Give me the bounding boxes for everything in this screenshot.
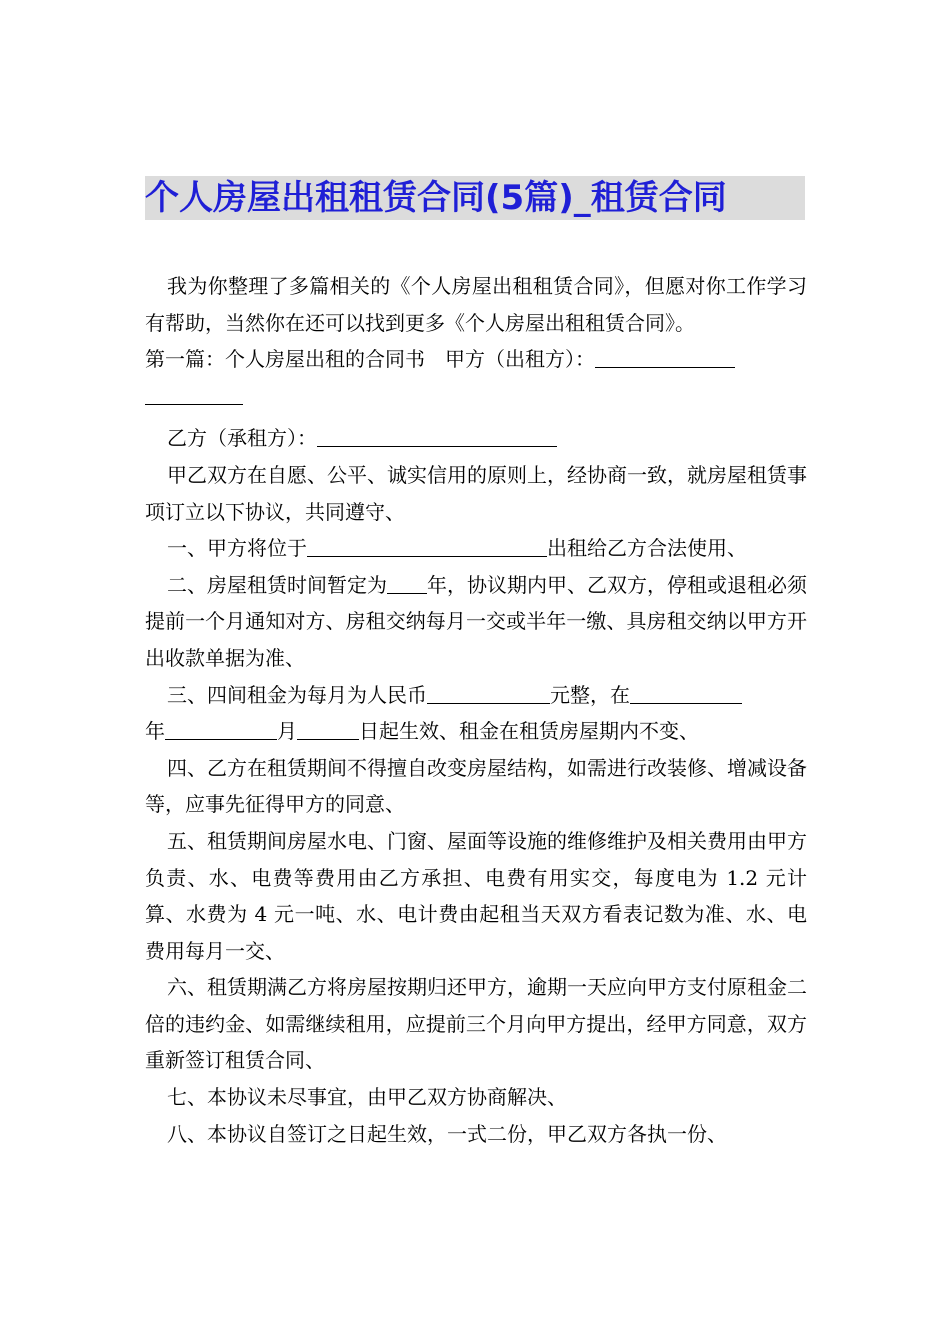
section1-heading: 第一篇：个人房屋出租的合同书 甲方（出租方）： xyxy=(145,347,595,372)
party-b-paragraph xyxy=(145,420,807,457)
clause-1-text-a: 一、甲方将位于 xyxy=(167,536,307,561)
clause-1 xyxy=(145,530,807,567)
party-b-label: 乙方（承租方）： xyxy=(167,426,317,451)
party-a-blank[interactable] xyxy=(595,347,735,368)
document-body xyxy=(145,268,807,1152)
party-a-blank-cont[interactable] xyxy=(145,384,243,405)
start-day-blank[interactable] xyxy=(297,719,359,740)
clause-2-text-a: 二、房屋租赁时间暂定为 xyxy=(167,572,387,597)
clause-4: 四、乙方在租赁期间不得擅自改变房屋结构，如需进行改装修、增减设备等，应事先征得甲方的同意、 xyxy=(145,755,807,817)
rent-amount-blank[interactable] xyxy=(427,683,550,704)
clause-5: 五、租赁期间房屋水电、门窗、屋面等设施的维修维护及相关费用由甲方负责、水、电费等费用由乙方承担、电费有用实交，每度电为 1.2 元计算、水费为 4 元一吨、水、电计费由起租当天双方看表记数为准、水、电费用每月一交、 xyxy=(145,828,807,963)
property-address-blank[interactable] xyxy=(307,536,547,557)
clause-8: 八、本协议自签订之日起生效，一式二份，甲乙双方各执一份、 xyxy=(167,1121,727,1146)
lease-term-blank[interactable] xyxy=(387,573,427,594)
clause-3-text-d: 月 xyxy=(277,719,297,744)
clause-3-text-a: 三、四间租金为每月为人民币 xyxy=(167,682,427,707)
start-month-blank[interactable] xyxy=(165,719,277,740)
clause-7: 七、本协议未尽事宜，由甲乙双方协商解决、 xyxy=(167,1085,567,1110)
start-year-blank[interactable] xyxy=(630,683,742,704)
clause-2-text-b: 年，协议期内甲、乙双方，停租或退租必须提前一个月通知对方、房租交纳每月一交或半年一缴、具房租交纳以甲方开出收款单据为准、 xyxy=(145,572,807,670)
clause-3-text-b: 元整，在 xyxy=(550,682,630,707)
clause-6: 六、租赁期满乙方将房屋按期归还甲方，逾期一天应向甲方支付原租金二倍的违约金、如需继续租用，应提前三个月向甲方提出，经甲方同意，双方重新签订租赁合同、 xyxy=(145,975,807,1073)
section1-heading-paragraph xyxy=(145,341,807,414)
clause-1-text-b: 出租给乙方合法使用、 xyxy=(547,536,747,561)
clause-3 xyxy=(145,677,807,750)
party-b-blank[interactable] xyxy=(317,426,557,447)
clause-3-text-e: 日起生效、租金在租赁房屋期内不变、 xyxy=(359,719,699,744)
preamble-paragraph: 甲乙双方在自愿、公平、诚实信用的原则上，经协商一致，就房屋租赁事项订立以下协议，共同遵守、 xyxy=(145,462,807,524)
clause-2 xyxy=(145,567,807,677)
intro-paragraph: 我为你整理了多篇相关的《个人房屋出租租赁合同》，但愿对你工作学习有帮助，当然你在还可以找到更多《个人房屋出租租赁合同》。 xyxy=(145,274,807,335)
document-title: 个人房屋出租租赁合同(5篇)_租赁合同 xyxy=(145,176,805,220)
clause-3-text-c: 年 xyxy=(145,719,165,744)
